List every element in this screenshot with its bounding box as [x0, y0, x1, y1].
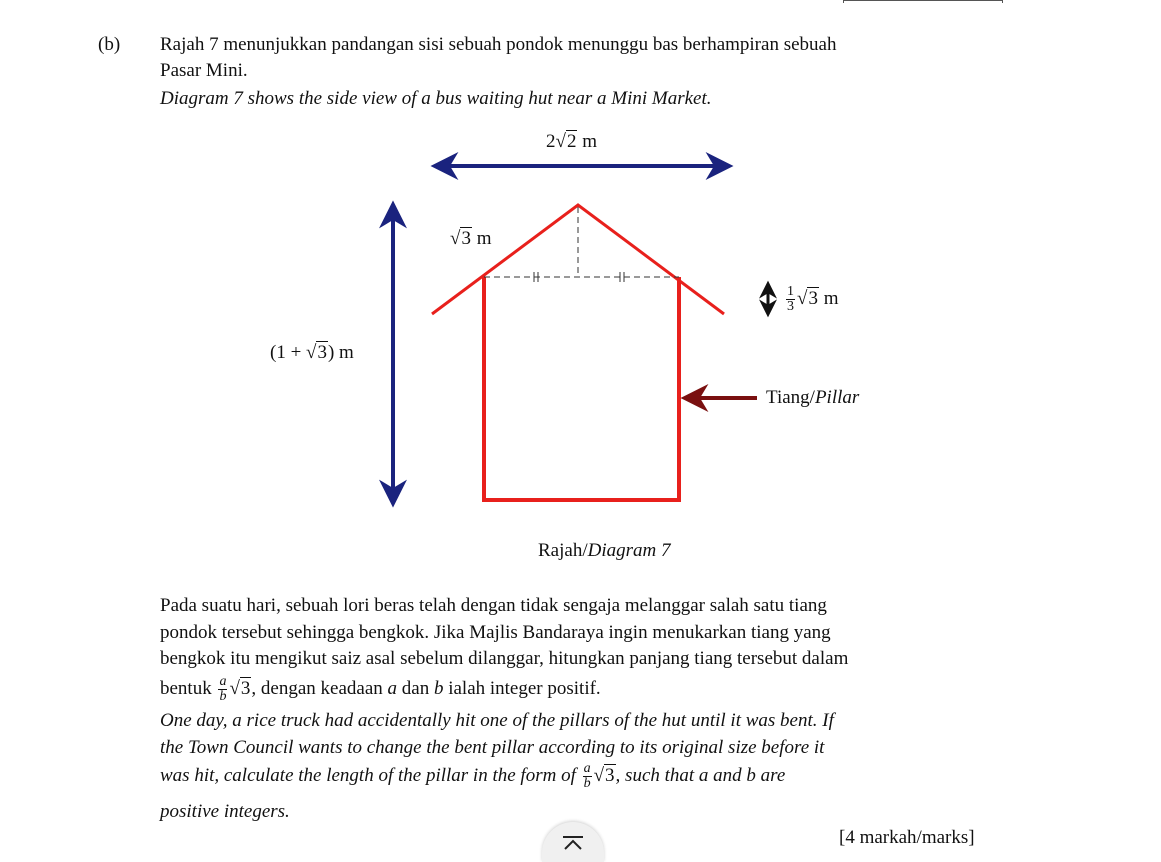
para-en-line4: positive integers.: [160, 801, 290, 822]
marks-label: [4 markah/marks]: [839, 827, 975, 848]
intro-en: Diagram 7 shows the side view of a bus waiting hut near a Mini Market.: [160, 88, 712, 109]
part-label: (b): [98, 34, 121, 55]
intro-ms-line2: Pasar Mini.: [160, 60, 248, 81]
width-label: 2√2 m: [546, 131, 597, 152]
gap-label: $\frac{1}{3}$ √3 m: [787, 284, 839, 315]
height-label: (1 + √3) m: [270, 342, 354, 363]
para-en-line2: the Town Council wants to change the bent pillar according to its original size before it: [160, 737, 825, 758]
roof-label: √3 m: [450, 228, 492, 249]
para-en-line1: One day, a rice truck had accidentally hit one of the pillars of the hut until it was bent. If: [160, 710, 834, 731]
para-ms-line3: bengkok itu mengikut saiz asal sebelum dilanggar, hitungkan panjang tiang tersebut dalam: [160, 648, 849, 669]
hut-body: [484, 277, 679, 500]
para-ms-line1: Pada suatu hari, sebuah lori beras telah dengan tidak sengaja melanggar salah satu tiang: [160, 595, 827, 616]
chevron-up-icon: [560, 836, 586, 850]
para-ms-line2: pondok tersebut sehingga bengkok. Jika Majlis Bandaraya ingin menukarkan tiang yang: [160, 622, 831, 643]
para-ms-line4: bentuk $\frac{a}{b}$ √3, dengan keadaan a dan b ialah integer positif.: [160, 674, 601, 705]
para-en-line3: was hit, calculate the length of the pillar in the form of $\frac{a}{b}$ √3, such that a and b are: [160, 761, 786, 792]
intro-ms-line1: Rajah 7 menunjukkan pandangan sisi sebuah pondok menunggu bas berhampiran sebuah: [160, 34, 837, 55]
pillar-label: Tiang/Pillar: [766, 387, 860, 408]
diagram-caption: Rajah/Diagram 7: [538, 540, 671, 561]
